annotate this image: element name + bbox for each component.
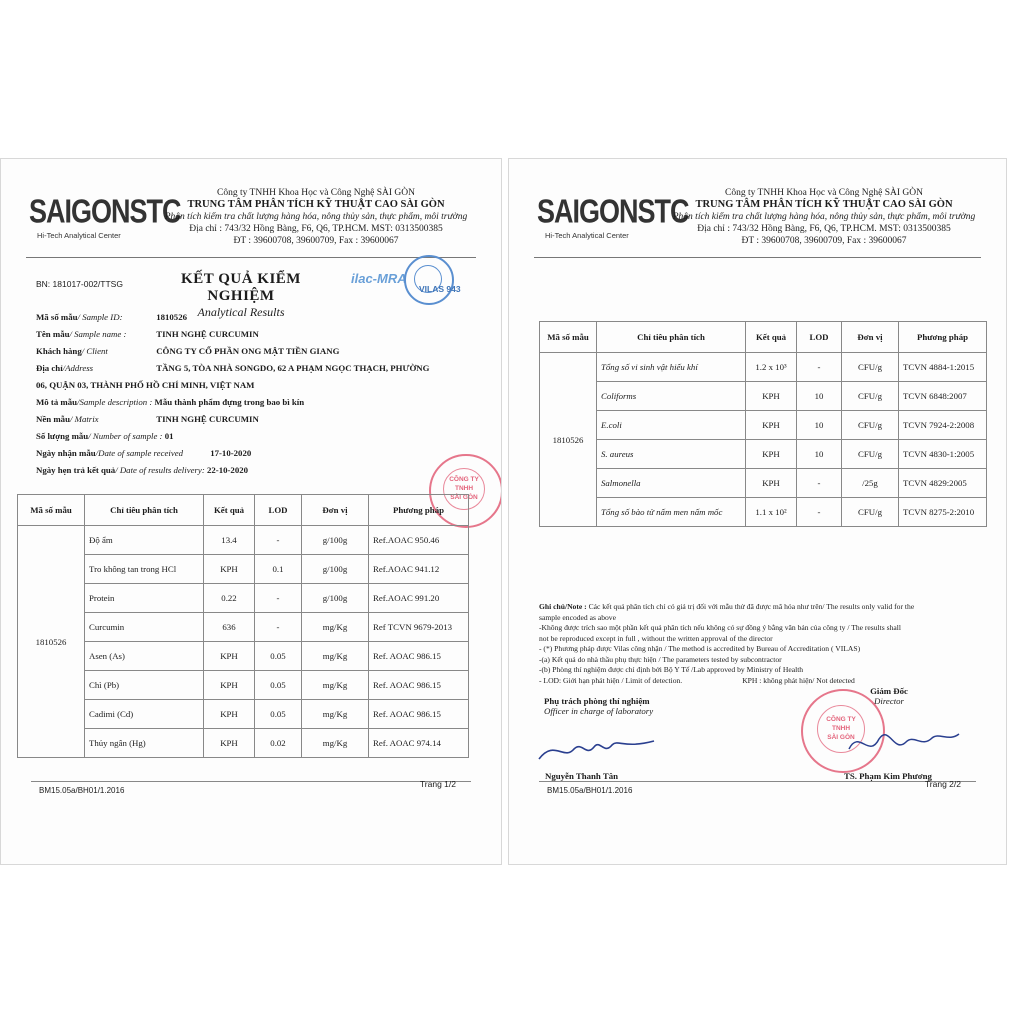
director-name: TS. Phạm Kim Phương: [844, 771, 932, 781]
table-row: [540, 440, 987, 469]
result-cell: KPH: [746, 469, 797, 498]
accreditation-seal-icon: [404, 255, 454, 305]
analyte-cell: Độ ẩm: [85, 526, 204, 555]
results-table: [17, 494, 469, 758]
unit-cell: CFU/g: [842, 353, 899, 382]
analyte-cell: S. aureus: [597, 440, 746, 469]
table-row: [18, 700, 469, 729]
unit-cell: mg/Kg: [302, 729, 369, 758]
lod-cell: -: [255, 526, 302, 555]
table-row: [18, 613, 469, 642]
title-vi: KẾT QUẢ KIỂM NGHIỆM: [181, 271, 301, 304]
company-line4: Địa chỉ : 743/32 Hồng Bàng, F6, Q6, TP.HCM. MST: 0313500385: [697, 224, 951, 234]
form-code: BM15.05a/BH01/1.2016: [39, 786, 125, 795]
unit-cell: mg/Kg: [302, 700, 369, 729]
result-cell: 0.22: [204, 584, 255, 613]
company-stamp: CÔNG TY TNHH SÀI GÒN: [801, 689, 885, 773]
report-number: BN: 181017-002/TTSG: [36, 279, 123, 289]
method-cell: Ref.AOAC 950.46: [369, 526, 469, 555]
unit-cell: mg/Kg: [302, 642, 369, 671]
analyte-cell: Asen (As): [85, 642, 204, 671]
info-row: 06, QUẬN 03, THÀNH PHỐ HỒ CHÍ MINH, VIỆT NAM: [36, 380, 255, 390]
results-table: [539, 321, 987, 527]
page-number: Trang 2/2: [924, 779, 961, 789]
lod-cell: 0.05: [255, 642, 302, 671]
report-page-1: [0, 158, 502, 865]
table-row: [18, 555, 469, 584]
signature-right: [844, 724, 964, 764]
company-header: [659, 187, 989, 247]
unit-cell: CFU/g: [842, 411, 899, 440]
unit-cell: g/100g: [302, 526, 369, 555]
unit-cell: g/100g: [302, 555, 369, 584]
company-line1: Công ty TNHH Khoa Học và Công Nghệ SÀI GÒN: [217, 188, 415, 198]
method-cell: TCVN 6848:2007: [899, 382, 987, 411]
table-row: [18, 584, 469, 613]
header-divider: [26, 257, 476, 258]
analyte-cell: Salmonella: [597, 469, 746, 498]
lod-cell: -: [797, 353, 842, 382]
saigonstc-logo: [29, 192, 181, 240]
company-line3: Phân tích kiểm tra chất lượng hàng hóa, nông thủy sản, thực phẩm, môi trường: [164, 212, 468, 222]
header-divider: [534, 257, 981, 258]
lod-cell: -: [255, 613, 302, 642]
table-header-row: Mã số mẫu Chỉ tiêu phân tích Kết quả LOD Đơn vị Phương pháp: [18, 495, 469, 526]
analyte-cell: Chì (Pb): [85, 671, 204, 700]
analyte-cell: Tổng số bào tử nấm men nấm mốc: [597, 498, 746, 527]
lod-cell: 0.1: [255, 555, 302, 584]
lod-cell: 10: [797, 411, 842, 440]
logo-main-text: SAIGONSTC: [537, 192, 689, 230]
method-cell: TCVN 7924-2:2008: [899, 411, 987, 440]
table-row: [18, 642, 469, 671]
lod-cell: 10: [797, 440, 842, 469]
company-line2: TRUNG TÂM PHÂN TÍCH KỸ THUẬT CAO SÀI GÒN: [187, 199, 445, 210]
method-cell: TCVN 4829:2005: [899, 469, 987, 498]
unit-cell: /25g: [842, 469, 899, 498]
method-cell: Ref.AOAC 941.12: [369, 555, 469, 584]
table-row: [18, 671, 469, 700]
result-cell: 13.4: [204, 526, 255, 555]
result-cell: KPH: [204, 642, 255, 671]
footer-divider: [539, 781, 976, 782]
result-cell: KPH: [746, 440, 797, 469]
lab-officer-title: Phụ trách phòng thí nghiệm Officer in charge of laboratory: [544, 696, 654, 716]
table-row: [18, 729, 469, 758]
company-line4: Địa chỉ : 743/32 Hồng Bàng, F6, Q6, TP.HCM. MST: 0313500385: [189, 224, 443, 234]
signature-left: [534, 729, 664, 769]
unit-cell: g/100g: [302, 584, 369, 613]
info-row: Mã số mẫu/ Sample ID: 1810526: [36, 312, 187, 322]
result-cell: KPH: [204, 700, 255, 729]
analyte-cell: Curcumin: [85, 613, 204, 642]
table-row: [540, 498, 987, 527]
lod-cell: -: [797, 498, 842, 527]
analyte-cell: E.coli: [597, 411, 746, 440]
info-row: Mô tả mẫu/Sample description : Mẫu thành phẩm đựng trong bao bì kín: [36, 397, 305, 407]
result-cell: 636: [204, 613, 255, 642]
title-en: Analytical Results: [197, 305, 285, 319]
form-code: BM15.05a/BH01/1.2016: [547, 786, 633, 795]
page-number: Trang 1/2: [419, 779, 456, 789]
lod-cell: 0.05: [255, 671, 302, 700]
lod-cell: -: [797, 469, 842, 498]
company-header: [151, 187, 481, 247]
director-title: Giám Đốc Director: [870, 686, 908, 706]
logo-main-text: SAIGONSTC: [29, 192, 181, 230]
table-row: [18, 526, 469, 555]
method-cell: TCVN 4830-1:2005: [899, 440, 987, 469]
result-cell: KPH: [746, 411, 797, 440]
result-cell: KPH: [746, 382, 797, 411]
method-cell: Ref. AOAC 986.15: [369, 700, 469, 729]
ilac-mra-logo: ilac-MRA: [351, 271, 407, 286]
logo-sub-text: Hi-Tech Analytical Center: [37, 231, 121, 240]
method-cell: TCVN 8275-2:2010: [899, 498, 987, 527]
lod-cell: 0.02: [255, 729, 302, 758]
company-line2: TRUNG TÂM PHÂN TÍCH KỸ THUẬT CAO SÀI GÒN: [695, 199, 953, 210]
result-cell: 1.2 x 10³: [746, 353, 797, 382]
company-line3: Phân tích kiểm tra chất lượng hàng hóa, nông thủy sản, thực phẩm, môi trường: [672, 212, 976, 222]
method-cell: Ref. AOAC 974.14: [369, 729, 469, 758]
company-line5: ĐT : 39600708, 39600709, Fax : 39600067: [233, 236, 399, 246]
lod-cell: 0.05: [255, 700, 302, 729]
analyte-cell: Thủy ngân (Hg): [85, 729, 204, 758]
footer-divider: [31, 781, 471, 782]
analyte-cell: Cadimi (Cd): [85, 700, 204, 729]
unit-cell: CFU/g: [842, 498, 899, 527]
info-row: Ngày nhận mẫu/Date of sample received 17-10-2020: [36, 448, 252, 458]
analyte-cell: Tro không tan trong HCl: [85, 555, 204, 584]
vilas-label: VILAS 943: [419, 284, 461, 294]
result-cell: KPH: [204, 671, 255, 700]
method-cell: Ref. AOAC 986.15: [369, 642, 469, 671]
info-row: Khách hàng/ Client CÔNG TY CỔ PHẦN ONG MẬT TIỀN GIANG: [36, 346, 340, 356]
sample-id-cell: 1810526: [18, 526, 85, 758]
method-cell: TCVN 4884-1:2015: [899, 353, 987, 382]
saigonstc-logo: [537, 192, 689, 240]
unit-cell: mg/Kg: [302, 671, 369, 700]
lab-officer-name: Nguyễn Thanh Tân: [545, 771, 619, 781]
lod-cell: 10: [797, 382, 842, 411]
table-row: [540, 411, 987, 440]
result-cell: KPH: [204, 729, 255, 758]
result-cell: 1.1 x 10²: [746, 498, 797, 527]
sample-id-cell: 1810526: [540, 353, 597, 527]
info-row: Nền mẫu/ Matrix TINH NGHỆ CURCUMIN: [36, 414, 259, 424]
unit-cell: CFU/g: [842, 382, 899, 411]
lod-cell: -: [255, 584, 302, 613]
info-row: Ngày hẹn trả kết quả/ Date of results delivery: 22-10-2020: [36, 465, 249, 475]
info-row: Tên mẫu/ Sample name : TINH NGHỆ CURCUMIN: [36, 329, 259, 339]
analyte-cell: Coliforms: [597, 382, 746, 411]
info-row: Địa chỉ/Address TẦNG 5, TÒA NHÀ SONGDO, 62 A PHẠM NGỌC THẠCH, PHƯỜNG: [36, 363, 430, 373]
method-cell: Ref.AOAC 991.20: [369, 584, 469, 613]
info-row: Số lượng mẫu/ Number of sample : 01: [36, 431, 174, 441]
analyte-cell: Tổng số vi sinh vật hiếu khí: [597, 353, 746, 382]
unit-cell: CFU/g: [842, 440, 899, 469]
notes-section: Ghi chú/Note : Các kết quả phân tích chỉ có giá trị đối với mẫu thử đã được mã hóa như trên/ The results only valid for the sample encoded as above -Không được trích sao một phần kết quả phân tích nếu không có sự đồng ý bằng văn bản của công ty / The results shall not be reproduced except in full , without the written approval of the director - (*) Phương pháp được Vilas công nhận / The method is accredited by Bureau of Accreditation ( VILAS) -(a) Kết quả do nhà thầu phụ thực hiện / The parameters tested by subcontractor -(b) Phòng thí nghiệm được chỉ định bởi Bộ Y Tế /Lab approved by Ministry of Health - LOD: Giới hạn phát hiện / Limit of detection. KPH : không phát hiện/ Not detected: [539, 602, 915, 685]
table-header-row: Mã số mẫu Chỉ tiêu phân tích Kết quả LOD Đơn vị Phương pháp: [540, 322, 987, 353]
method-cell: Ref. AOAC 986.15: [369, 671, 469, 700]
method-cell: Ref TCVN 9679-2013: [369, 613, 469, 642]
company-line1: Công ty TNHH Khoa Học và Công Nghệ SÀI GÒN: [725, 188, 923, 198]
company-stamp: CÔNG TY TNHH SÀI GÒN: [429, 454, 502, 528]
logo-sub-text: Hi-Tech Analytical Center: [545, 231, 629, 240]
analyte-cell: Protein: [85, 584, 204, 613]
table-row: [540, 382, 987, 411]
result-cell: KPH: [204, 555, 255, 584]
table-row: [540, 469, 987, 498]
report-page-2: [508, 158, 1007, 865]
unit-cell: mg/Kg: [302, 613, 369, 642]
sample-info: [36, 309, 486, 479]
table-row: [540, 353, 987, 382]
company-line5: ĐT : 39600708, 39600709, Fax : 39600067: [741, 236, 907, 246]
